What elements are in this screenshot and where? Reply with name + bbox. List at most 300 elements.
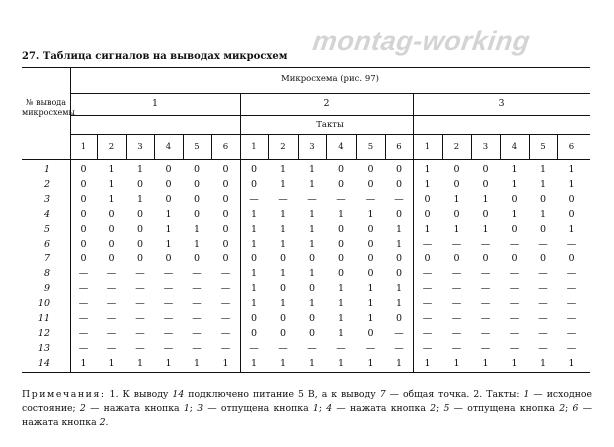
- signal-cell: 0: [108, 223, 115, 235]
- signal-cell: 1: [367, 283, 374, 295]
- signal-cell: 0: [193, 164, 201, 175]
- signal-cell: 0: [337, 223, 345, 235]
- signal-cell: 0: [165, 193, 172, 205]
- signal-cell: —: [509, 238, 520, 250]
- signal-cell: 1: [279, 238, 287, 250]
- signal-cell: 1: [395, 238, 403, 250]
- signal-cell: 1: [136, 357, 144, 369]
- signal-cell: 1: [482, 193, 489, 205]
- signal-cell: —: [220, 327, 231, 339]
- signal-cell: —: [394, 342, 404, 354]
- step-col-line: [183, 134, 184, 159]
- signal-cell: —: [480, 268, 491, 280]
- signal-cell: —: [422, 238, 433, 250]
- signal-cell: —: [480, 238, 491, 250]
- signal-cell: 0: [482, 253, 489, 265]
- signal-cell: 0: [80, 193, 87, 205]
- pin-number: 2: [43, 178, 50, 190]
- pin-number: 7: [43, 253, 50, 265]
- signal-cell: 0: [395, 208, 403, 220]
- signal-cell: —: [422, 298, 433, 310]
- signal-cell: 0: [568, 208, 575, 220]
- signal-cell: 1: [337, 283, 345, 295]
- signal-cell: 0: [337, 238, 345, 250]
- signal-cell: 1: [453, 193, 460, 205]
- step-col-line: [500, 134, 501, 159]
- signal-cell: —: [451, 283, 462, 295]
- signal-cell: 1: [108, 178, 115, 190]
- signal-cell: 1: [482, 223, 489, 235]
- signal-cell: 0: [511, 253, 518, 265]
- signal-cell: 1: [193, 357, 201, 369]
- signal-cell: —: [422, 283, 433, 295]
- signal-cell: —: [566, 298, 577, 310]
- chip-number: 2: [323, 98, 330, 109]
- signal-cell: 0: [250, 253, 258, 265]
- signal-cell: 1: [136, 193, 144, 205]
- signal-cell: —: [192, 298, 202, 310]
- signal-cell: 0: [222, 238, 229, 250]
- signal-cell: 0: [250, 313, 258, 324]
- signal-cell: 0: [453, 164, 460, 175]
- note-text: — нажата кнопка: [85, 403, 184, 414]
- step-col-line: [529, 134, 530, 159]
- step-number: 5: [367, 142, 374, 152]
- signal-cell: —: [451, 238, 462, 250]
- signal-cell: 1: [108, 193, 115, 205]
- signal-cell: —: [422, 342, 433, 354]
- note-button: 2: [430, 403, 437, 414]
- signal-cell: —: [78, 342, 89, 354]
- signal-cell: —: [106, 342, 117, 354]
- signal-cell: 1: [482, 357, 489, 369]
- signal-cell: 1: [511, 357, 518, 369]
- signal-cell: 1: [424, 357, 431, 369]
- signal-cell: —: [163, 283, 174, 295]
- chip-separator: [413, 93, 414, 372]
- note-button: 2: [559, 403, 566, 414]
- note-text: — отпущена кнопка: [449, 403, 560, 414]
- signal-cell: 0: [367, 268, 374, 280]
- signal-cell: —: [538, 327, 548, 339]
- signal-cell: —: [451, 313, 462, 324]
- signal-cell: 0: [482, 208, 489, 220]
- step-number: 2: [280, 142, 286, 152]
- pin-number: 9: [43, 283, 50, 295]
- table-title: 27. Таблица сигналов на выводах микросхем: [22, 51, 288, 62]
- signal-cell: 0: [511, 193, 518, 205]
- signal-cell: 0: [395, 313, 403, 324]
- signal-cell: 0: [308, 253, 316, 265]
- pin-number: 11: [37, 313, 50, 324]
- table-notes: [22, 388, 592, 430]
- signal-cell: 1: [453, 357, 460, 369]
- signal-cell: —: [336, 193, 346, 205]
- signal-cell: —: [220, 342, 231, 354]
- signal-cell: 0: [136, 253, 144, 265]
- signal-cell: 0: [367, 223, 374, 235]
- signal-cell: —: [509, 268, 520, 280]
- step-col-line: [211, 134, 212, 159]
- chip-separator: [240, 93, 241, 372]
- signal-cell: —: [163, 313, 174, 324]
- signal-cell: 1: [308, 208, 316, 220]
- note-text: — исходное состояние;: [22, 389, 592, 414]
- signal-cell: 0: [395, 178, 403, 190]
- signal-cell: 0: [279, 253, 287, 265]
- chip-number-rule: [70, 115, 590, 116]
- pin-number: 1: [43, 164, 50, 175]
- signal-cell: 0: [279, 283, 287, 295]
- step-col-line: [356, 134, 357, 159]
- signal-cell: —: [163, 268, 174, 280]
- signal-cell: 1: [279, 164, 287, 175]
- signal-cell: 1: [337, 298, 345, 310]
- signal-cell: —: [249, 342, 259, 354]
- signal-cell: —: [106, 268, 117, 280]
- signal-cell: —: [278, 193, 288, 205]
- pin-number: 8: [43, 268, 50, 280]
- signal-cell: —: [394, 327, 404, 339]
- chip-number: 1: [151, 98, 159, 109]
- signal-cell: 0: [250, 327, 258, 339]
- signal-cell: 0: [165, 178, 172, 190]
- note-text: ;: [436, 403, 444, 414]
- signal-cell: —: [163, 327, 174, 339]
- signal-cell: 1: [279, 268, 287, 280]
- signal-cell: —: [106, 283, 117, 295]
- note-step: 4: [326, 403, 333, 414]
- step-number: 3: [137, 142, 143, 152]
- signal-cell: 1: [80, 357, 87, 369]
- signal-cell: —: [509, 313, 520, 324]
- note-text: подключено питание 5 В, а к выводу: [184, 389, 380, 400]
- signal-cell: —: [192, 342, 202, 354]
- signal-cell: 1: [250, 298, 258, 310]
- step-col-line: [326, 134, 327, 159]
- signal-cell: —: [220, 268, 231, 280]
- step-number: 2: [453, 142, 460, 152]
- signal-cell: 1: [250, 208, 258, 220]
- signal-cell: 0: [568, 253, 575, 265]
- signal-cell: —: [307, 342, 317, 354]
- signal-cell: —: [566, 327, 577, 339]
- signal-cell: 1: [511, 164, 518, 175]
- signal-cell: —: [566, 238, 577, 250]
- signal-cell: 0: [250, 178, 258, 190]
- signal-cell: 0: [308, 327, 316, 339]
- note-text: ;: [565, 403, 573, 414]
- chip-rule: [70, 93, 590, 94]
- note-text: 1. К выводу: [105, 389, 173, 400]
- signal-cell: —: [538, 313, 548, 324]
- watermark: montag-working: [310, 26, 533, 56]
- signal-cell: 0: [337, 253, 345, 265]
- signal-cell: 0: [80, 178, 87, 190]
- step-number: 6: [396, 142, 402, 152]
- step-col-line: [442, 134, 443, 159]
- step-number: 1: [424, 142, 431, 152]
- signal-cell: 1: [193, 238, 201, 250]
- signal-cell: 1: [250, 223, 258, 235]
- signal-cell: —: [480, 327, 491, 339]
- pin-number: 13: [37, 342, 50, 354]
- signal-cell: 0: [250, 164, 258, 175]
- signal-cell: 1: [308, 238, 316, 250]
- step-number: 4: [165, 142, 172, 152]
- note-text: ;: [189, 403, 198, 414]
- signal-cell: 0: [222, 208, 229, 220]
- signal-cell: 0: [424, 193, 431, 205]
- signal-cell: 0: [279, 313, 287, 324]
- signal-cell: 0: [453, 178, 460, 190]
- notes-heading: Примечания:: [22, 389, 106, 400]
- signal-cell: 0: [108, 208, 115, 220]
- signal-cell: —: [480, 298, 491, 310]
- signal-cell: 1: [279, 178, 287, 190]
- step-col-line: [154, 134, 155, 159]
- signal-cell: —: [566, 313, 577, 324]
- signal-cell: 1: [308, 164, 316, 175]
- signal-cell: —: [78, 313, 89, 324]
- signal-cell: 1: [222, 357, 229, 369]
- signal-cell: 0: [395, 253, 403, 265]
- signal-cell: 1: [367, 208, 374, 220]
- signal-cell: 1: [337, 313, 345, 324]
- signal-cell: 1: [511, 178, 518, 190]
- signal-cell: —: [220, 313, 231, 324]
- table-top-rule: [22, 67, 590, 68]
- signal-cell: —: [509, 283, 520, 295]
- header-bottom-rule: [22, 159, 590, 160]
- step-number: 2: [108, 142, 115, 152]
- step-number: 5: [540, 142, 546, 152]
- signal-cell: 0: [308, 283, 316, 295]
- signal-cell: 0: [539, 253, 547, 265]
- signal-cell: 0: [222, 178, 229, 190]
- signal-cell: 0: [424, 253, 431, 265]
- signal-cell: 0: [136, 223, 144, 235]
- signal-cell: 1: [395, 298, 403, 310]
- pin-number: 14: [37, 357, 50, 369]
- signal-cell: 1: [337, 357, 345, 369]
- signal-cell: 1: [165, 223, 172, 235]
- signal-cell: 1: [367, 357, 374, 369]
- signal-cell: —: [163, 298, 174, 310]
- pin-number: 3: [43, 193, 50, 205]
- signal-cell: 0: [367, 164, 374, 175]
- signal-cell: —: [451, 327, 462, 339]
- signal-cell: 0: [424, 208, 431, 220]
- note-button: 1: [312, 403, 319, 414]
- signal-cell: 1: [568, 357, 575, 369]
- signal-cell: —: [509, 342, 520, 354]
- signal-cell: —: [135, 268, 145, 280]
- note-pin: 7: [379, 389, 386, 400]
- signal-cell: —: [135, 298, 145, 310]
- signal-cell: 0: [193, 253, 201, 265]
- signal-cell: —: [451, 342, 462, 354]
- signal-cell: 0: [80, 223, 87, 235]
- signal-cell: 0: [222, 164, 229, 175]
- signal-cell: 1: [165, 357, 172, 369]
- signal-cell: —: [566, 283, 577, 295]
- pin-number: 5: [43, 223, 50, 235]
- signal-cell: 1: [165, 208, 172, 220]
- signal-cell: 0: [222, 223, 229, 235]
- signal-cell: —: [220, 283, 231, 295]
- signal-cell: 1: [308, 223, 316, 235]
- signal-cell: 0: [193, 208, 201, 220]
- signal-cell: 1: [511, 208, 518, 220]
- signal-cell: 1: [424, 164, 431, 175]
- signal-cell: —: [451, 298, 462, 310]
- signal-cell: 0: [80, 253, 87, 265]
- signal-cell: 1: [453, 223, 460, 235]
- signal-cell: —: [422, 268, 433, 280]
- step-col-line: [471, 134, 472, 159]
- signal-cell: 1: [337, 208, 345, 220]
- note-step: 1: [523, 389, 530, 400]
- signal-cell: —: [538, 238, 548, 250]
- signal-cell: 1: [539, 357, 547, 369]
- signal-cell: 0: [367, 327, 374, 339]
- table-bottom-rule: [22, 372, 590, 373]
- signal-cell: 1: [108, 357, 115, 369]
- chip-number: 3: [498, 98, 505, 109]
- signal-cell: 0: [395, 164, 403, 175]
- signal-cell: 1: [337, 327, 345, 339]
- signal-cell: 0: [367, 253, 374, 265]
- signal-cell: —: [538, 298, 548, 310]
- signal-cell: —: [192, 313, 202, 324]
- signal-cell: 1: [279, 208, 287, 220]
- signal-cell: 1: [165, 238, 172, 250]
- signal-cell: 1: [539, 178, 547, 190]
- chip-group-header: Микросхема (рис. 97): [281, 74, 379, 84]
- signal-cell: —: [220, 298, 231, 310]
- signal-cell: 0: [193, 193, 201, 205]
- signal-cell: —: [78, 298, 89, 310]
- step-number: 4: [511, 142, 518, 152]
- signal-cell: 0: [165, 164, 172, 175]
- signal-cell: 1: [367, 313, 374, 324]
- note-step: 6: [572, 403, 579, 414]
- signal-cell: 1: [193, 223, 201, 235]
- note-step: 2: [79, 403, 86, 414]
- note-step: 5: [443, 403, 450, 414]
- signal-cell: —: [422, 313, 433, 324]
- signal-cell: 1: [250, 268, 258, 280]
- signal-cell: —: [135, 313, 145, 324]
- signal-cell: —: [78, 268, 89, 280]
- signal-cell: —: [566, 342, 577, 354]
- signal-cell: 1: [424, 178, 431, 190]
- signal-cell: 0: [80, 164, 87, 175]
- signal-cell: 0: [539, 193, 547, 205]
- signal-cell: —: [106, 298, 117, 310]
- signal-cell: 0: [482, 178, 489, 190]
- signal-cell: 1: [308, 357, 316, 369]
- signal-cell: 0: [308, 313, 316, 324]
- signal-cell: 0: [568, 193, 575, 205]
- step-col-line: [385, 134, 386, 159]
- signal-cell: 1: [308, 268, 316, 280]
- step-number: 6: [222, 142, 229, 152]
- step-number: 1: [251, 142, 257, 152]
- note-pin: 14: [172, 389, 185, 400]
- signal-cell: 0: [337, 178, 345, 190]
- signal-cell: —: [307, 193, 317, 205]
- signal-cell: —: [135, 327, 145, 339]
- signal-cell: 1: [395, 357, 403, 369]
- signal-cell: 0: [80, 208, 87, 220]
- signal-cell: —: [135, 283, 145, 295]
- step-col-line: [268, 134, 269, 159]
- note-text: — общая точка. 2. Такты:: [385, 389, 524, 400]
- note-text: .: [105, 417, 109, 428]
- signal-cell: 0: [193, 178, 201, 190]
- signal-cell: 1: [539, 164, 547, 175]
- note-text: — нажата кнопка: [22, 403, 592, 428]
- signal-cell: 1: [279, 223, 287, 235]
- signal-cell: 0: [453, 253, 460, 265]
- signal-cell: —: [509, 327, 520, 339]
- signal-cell: —: [249, 193, 259, 205]
- signal-cell: 1: [250, 283, 258, 295]
- signal-cell: —: [422, 327, 433, 339]
- pin-number: 6: [43, 238, 50, 250]
- signal-cell: 0: [482, 164, 489, 175]
- signal-cell: 1: [568, 178, 575, 190]
- signal-cell: 0: [222, 193, 229, 205]
- signal-cell: 0: [511, 223, 518, 235]
- signal-cell: 0: [367, 238, 374, 250]
- signal-cell: 0: [337, 268, 345, 280]
- signal-cell: —: [192, 268, 202, 280]
- note-text: ;: [318, 403, 327, 414]
- signal-cell: 1: [108, 164, 115, 175]
- signal-cell: 1: [250, 357, 258, 369]
- step-col-line: [126, 134, 127, 159]
- signal-cell: 1: [250, 238, 258, 250]
- pin-header-1: № вывода: [26, 98, 66, 107]
- step-number: 1: [80, 142, 87, 152]
- signal-cell: 0: [165, 253, 172, 265]
- signal-cell: 0: [279, 327, 287, 339]
- pin-number: 4: [43, 208, 50, 220]
- steps-header: Такты: [316, 120, 344, 130]
- signal-cell: 0: [136, 178, 144, 190]
- signal-cell: 0: [337, 164, 345, 175]
- step-col-line: [557, 134, 558, 159]
- signal-cell: —: [365, 342, 376, 354]
- step-number: 3: [309, 142, 315, 152]
- signal-cell: —: [538, 268, 548, 280]
- pin-number: 10: [37, 298, 50, 310]
- step-number: 5: [194, 142, 200, 152]
- signal-cell: 1: [568, 223, 575, 235]
- steps-rule: [70, 134, 590, 135]
- note-text: — отпущена кнопка: [203, 403, 313, 414]
- signal-cell: 0: [108, 253, 115, 265]
- signal-cell: —: [106, 313, 117, 324]
- signal-cell: 1: [539, 208, 547, 220]
- signal-cell: —: [480, 283, 491, 295]
- signal-cell: 1: [424, 223, 431, 235]
- note-step: 3: [197, 403, 204, 414]
- step-number: 3: [482, 142, 489, 152]
